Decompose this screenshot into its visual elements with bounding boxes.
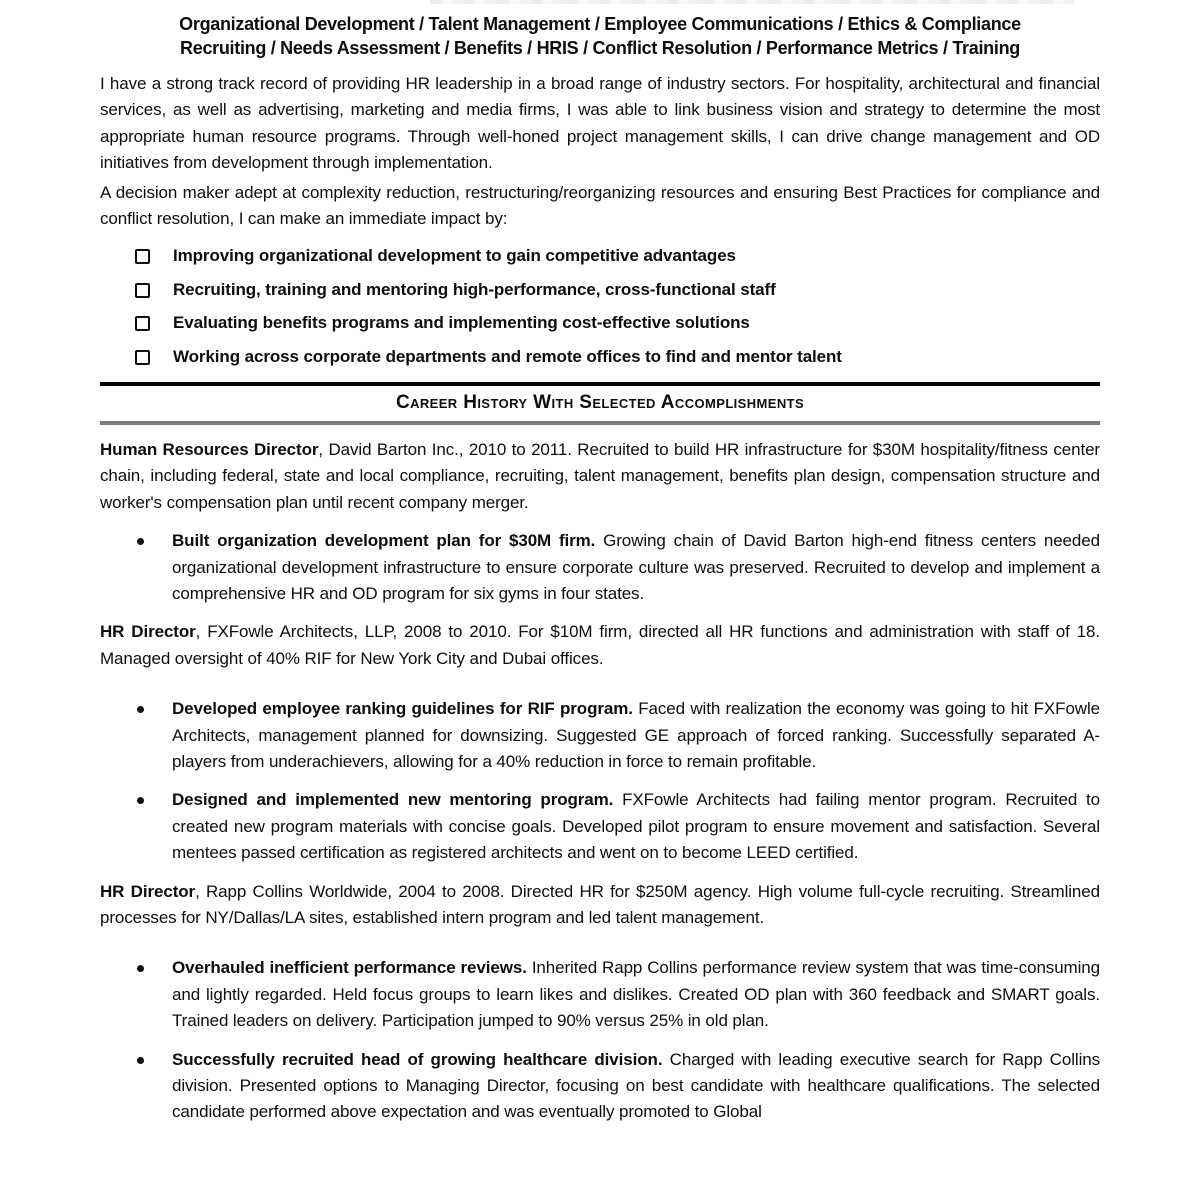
dot-bullet-icon bbox=[137, 706, 144, 713]
accomplishment-text bbox=[172, 1047, 1100, 1126]
accomplishment-rest: Growing chain of David Barton high-end fitness centers needed organizational development infrastructure to ensure corporate culture was preserved. Recruited to develop and implement a comprehensive HR and OD program for six gyms in four states. bbox=[172, 531, 1100, 603]
accomplishment-text bbox=[172, 528, 1100, 607]
job-details: , David Barton Inc., 2010 to 2011. Recruited to build HR infrastructure for $30M hospitality/fitness center chain, including federal, state and local compliance, recruiting, talent management, benefits plan design, compensation structure and worker's compensation plan until recent company merger. bbox=[100, 439, 1100, 512]
impact-bullet-text: Evaluating benefits programs and implementing cost-effective solutions bbox=[173, 313, 750, 333]
skills-header-line-1: Organizational Development / Talent Management / Employee Communications / Ethics & Compliance bbox=[179, 14, 1021, 34]
impact-bullet-text: Recruiting, training and mentoring high-performance, cross-functional staff bbox=[173, 279, 776, 299]
job-title: HR Director bbox=[100, 881, 196, 901]
dot-bullet-icon bbox=[137, 1057, 144, 1064]
accomplishment-text bbox=[172, 696, 1100, 775]
accomplishment-bullet bbox=[100, 787, 1100, 866]
impact-bullet-list bbox=[100, 242, 1100, 370]
accomplishment-lead: Designed and implemented new mentoring program. bbox=[172, 790, 623, 810]
checkbox-bullet-icon bbox=[135, 249, 150, 264]
accomplishment-bullet bbox=[100, 1047, 1100, 1126]
accomplishment-rest: Faced with realization the economy was going to hit FXFowle Architects, management planned for downsizing. Suggested GE approach of forced ranking. Successfully separated A-players from underachievers, allowing for a 40% reduction in force to remain profitable. bbox=[172, 699, 1101, 771]
impact-bullet-text: Working across corporate departments and remote offices to find and mentor talent bbox=[173, 346, 842, 366]
impact-bullet-item bbox=[100, 343, 1100, 370]
accomplishment-text bbox=[172, 787, 1100, 866]
checkbox-bullet-icon bbox=[135, 350, 150, 365]
accomplishment-lead: Overhauled inefficient performance reviews. bbox=[172, 958, 532, 978]
summary-paragraph-2: A decision maker adept at complexity reduction, restructuring/reorganizing resources and ensuring Best Practices for compliance and conflict resolution, I can make an immediate impact by: bbox=[100, 182, 1100, 229]
accomplishment-rest: Inherited Rapp Collins performance review system that was time-consuming and lightly regarded. Held focus groups to learn likes and dislikes. Created OD plan with 360 feedback and SMART goals. Trained leaders on delivery. Participation jumped to 90% versus 25% in old plan. bbox=[172, 958, 1100, 1031]
section-title: Career History With Selected Accomplishments bbox=[395, 391, 805, 413]
accomplishment-bullet bbox=[100, 696, 1100, 775]
dot-bullet-icon bbox=[137, 965, 144, 972]
checkbox-bullet-icon bbox=[135, 283, 150, 298]
accomplishment-bullet bbox=[100, 528, 1100, 607]
section-header bbox=[100, 382, 1100, 425]
job-details: , FXFowle Architects, LLP, 2008 to 2010. For $10M firm, directed all HR functions and administration with staff of 18. Managed oversight of 40% RIF for New York City and Dubai offices. bbox=[100, 622, 1100, 668]
job-entry-heading bbox=[100, 619, 1100, 672]
checkbox-bullet-icon bbox=[135, 316, 150, 331]
summary-paragraph-1: I have a strong track record of providing HR leadership in a broad range of industry sectors. For hospitality, architectural and financial services, as well as advertising, marketing and media firms, I was able to link business vision and strategy to determine the most appropriate human resource programs. Through well-honed project management skills, I can drive change management and OD initiatives from development through implementation. bbox=[100, 74, 1100, 173]
job-details: , Rapp Collins Worldwide, 2004 to 2008. Directed HR for $250M agency. High volume full-cycle recruiting. Streamlined processes for NY/Dallas/LA sites, established intern program and led talent management. bbox=[100, 881, 1100, 928]
impact-bullet-item bbox=[100, 276, 1100, 303]
job-title: Human Resources Director bbox=[100, 439, 319, 459]
impact-bullet-text: Improving organizational development to gain competitive advantages bbox=[173, 246, 736, 266]
impact-bullet-item bbox=[100, 242, 1100, 269]
accomplishment-text bbox=[172, 955, 1100, 1034]
skills-header-line-2: Recruiting / Needs Assessment / Benefits / HRIS / Conflict Resolution / Performance Metrics / Training bbox=[180, 37, 1020, 58]
accomplishment-lead: Developed employee ranking guidelines for RIF program. bbox=[172, 699, 639, 719]
dot-bullet-icon bbox=[137, 538, 144, 545]
accomplishment-bullet bbox=[100, 955, 1100, 1034]
job-entry-heading bbox=[100, 879, 1100, 932]
job-entry-heading bbox=[100, 437, 1100, 516]
job-title: HR Director bbox=[100, 622, 196, 642]
dot-bullet-icon bbox=[137, 797, 144, 804]
impact-bullet-item bbox=[100, 309, 1100, 336]
skills-header bbox=[100, 0, 1100, 60]
accomplishment-rest: FXFowle Architects had failing mentor program. Recruited to created new program materials with concise goals. Developed pilot program to ensure movement and satisfaction. Several mentees passed certification as registered architects and went on to become LEED certified. bbox=[172, 790, 1100, 863]
accomplishment-rest: Charged with leading executive search for Rapp Collins division. Presented options to Managing Director, focusing on best candidate with healthcare qualifications. The selected candidate performed above expectation and was eventually promoted to Global bbox=[172, 1049, 1100, 1122]
accomplishment-lead: Built organization development plan for $30M firm. bbox=[172, 531, 604, 551]
cropped-text-remnant bbox=[430, 0, 1075, 4]
accomplishment-lead: Successfully recruited head of growing healthcare division. bbox=[172, 1049, 670, 1069]
